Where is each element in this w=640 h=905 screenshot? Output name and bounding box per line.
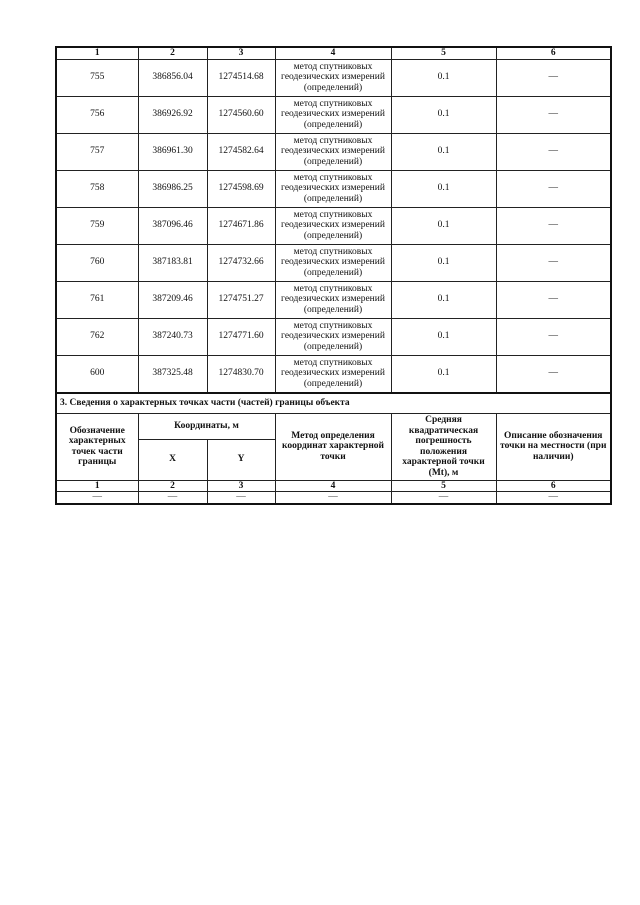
table-row — [56, 318, 611, 355]
method-line: (определений) — [303, 341, 363, 352]
column-numbers-row — [56, 47, 611, 59]
method-cell — [275, 244, 391, 281]
coord-x-cell: 387240.73 — [138, 318, 207, 355]
method-cell — [275, 318, 391, 355]
accuracy-cell: 0.1 — [391, 170, 496, 207]
method-line: геодезических измерений — [281, 72, 385, 83]
table-row — [56, 133, 611, 170]
header-method: Метод определения координат характерной точки — [275, 413, 391, 480]
description-cell: — — [496, 133, 611, 170]
empty-cell: — — [56, 492, 138, 504]
method-line: геодезических измерений — [281, 257, 385, 268]
column-number: 5 — [391, 47, 496, 59]
accuracy-cell: 0.1 — [391, 355, 496, 393]
method-line: (определений) — [303, 119, 363, 130]
method-line: (определений) — [303, 304, 363, 315]
column-number: 2 — [138, 47, 207, 59]
header-accuracy: Средняя квадратическая погрешность положения характерной точки (Mt), м — [391, 413, 496, 480]
table-row — [56, 170, 611, 207]
empty-cell: — — [138, 492, 207, 504]
point-id-cell: 600 — [56, 355, 138, 393]
empty-cell: — — [207, 492, 275, 504]
method-line: метод спутниковых — [293, 98, 373, 109]
method-line: (определений) — [303, 230, 363, 241]
section-title: 3. Сведения о характерных точках части (частей) границы объекта — [56, 393, 611, 414]
method-line: геодезических измерений — [281, 294, 385, 305]
method-line: геодезических измерений — [281, 109, 385, 120]
point-id-cell: 758 — [56, 170, 138, 207]
section-3-column-numbers-row — [56, 480, 611, 492]
column-number: 4 — [275, 47, 391, 59]
coord-y-cell: 1274598.69 — [207, 170, 275, 207]
method-line: метод спутниковых — [293, 209, 373, 220]
coord-x-cell: 386986.25 — [138, 170, 207, 207]
point-id-cell: 760 — [56, 244, 138, 281]
method-line: метод спутниковых — [293, 320, 373, 331]
method-line: (определений) — [303, 156, 363, 167]
column-number: 1 — [56, 47, 138, 59]
column-number: 6 — [496, 47, 611, 59]
coord-y-cell: 1274830.70 — [207, 355, 275, 393]
method-line: геодезических измерений — [281, 146, 385, 157]
method-line: геодезических измерений — [281, 183, 385, 194]
coord-x-cell: 386926.92 — [138, 96, 207, 133]
method-line: (определений) — [303, 378, 363, 389]
column-number: 4 — [275, 480, 391, 492]
accuracy-cell: 0.1 — [391, 133, 496, 170]
coord-x-cell: 386961.30 — [138, 133, 207, 170]
point-id-cell: 755 — [56, 59, 138, 96]
column-number: 3 — [207, 47, 275, 59]
description-cell: — — [496, 244, 611, 281]
header-x: X — [138, 439, 207, 480]
point-id-cell: 759 — [56, 207, 138, 244]
table-row — [56, 96, 611, 133]
coord-y-cell: 1274751.27 — [207, 281, 275, 318]
method-line: геодезических измерений — [281, 331, 385, 342]
method-line: метод спутниковых — [293, 283, 373, 294]
boundary-points-table — [55, 46, 612, 505]
coord-x-cell: 387325.48 — [138, 355, 207, 393]
description-cell: — — [496, 207, 611, 244]
column-number: 2 — [138, 480, 207, 492]
empty-cell: — — [496, 492, 611, 504]
section-3-empty-row — [56, 492, 611, 504]
method-cell — [275, 133, 391, 170]
accuracy-cell: 0.1 — [391, 96, 496, 133]
coord-x-cell: 387096.46 — [138, 207, 207, 244]
header-description: Описание обозначения точки на местности (при наличии) — [496, 413, 611, 480]
description-cell: — — [496, 59, 611, 96]
method-cell — [275, 96, 391, 133]
point-id-cell: 761 — [56, 281, 138, 318]
point-id-cell: 756 — [56, 96, 138, 133]
method-cell — [275, 207, 391, 244]
header-y: Y — [207, 439, 275, 480]
column-number: 6 — [496, 480, 611, 492]
description-cell: — — [496, 355, 611, 393]
coord-y-cell: 1274582.64 — [207, 133, 275, 170]
coord-y-cell: 1274771.60 — [207, 318, 275, 355]
method-line: метод спутниковых — [293, 246, 373, 257]
method-line: метод спутниковых — [293, 135, 373, 146]
table-row — [56, 281, 611, 318]
point-id-cell: 757 — [56, 133, 138, 170]
header-coordinates: Координаты, м — [138, 413, 275, 439]
accuracy-cell: 0.1 — [391, 281, 496, 318]
coord-y-cell: 1274732.66 — [207, 244, 275, 281]
point-id-cell: 762 — [56, 318, 138, 355]
method-cell — [275, 355, 391, 393]
table-row — [56, 244, 611, 281]
method-line: метод спутниковых — [293, 172, 373, 183]
accuracy-cell: 0.1 — [391, 207, 496, 244]
table-row — [56, 207, 611, 244]
description-cell: — — [496, 170, 611, 207]
table-row — [56, 59, 611, 96]
accuracy-cell: 0.1 — [391, 318, 496, 355]
method-line: (определений) — [303, 267, 363, 278]
coord-x-cell: 387183.81 — [138, 244, 207, 281]
accuracy-cell: 0.1 — [391, 59, 496, 96]
column-number: 3 — [207, 480, 275, 492]
coord-y-cell: 1274514.68 — [207, 59, 275, 96]
description-cell: — — [496, 318, 611, 355]
method-line: геодезических измерений — [281, 220, 385, 231]
method-line: (определений) — [303, 193, 363, 204]
method-cell — [275, 170, 391, 207]
column-number: 1 — [56, 480, 138, 492]
accuracy-cell: 0.1 — [391, 244, 496, 281]
coord-y-cell: 1274560.60 — [207, 96, 275, 133]
method-cell — [275, 281, 391, 318]
method-line: (определений) — [303, 82, 363, 93]
table-row — [56, 355, 611, 393]
method-line: метод спутниковых — [293, 61, 373, 72]
section-3-title-row — [56, 393, 611, 414]
description-cell: — — [496, 96, 611, 133]
coord-x-cell: 386856.04 — [138, 59, 207, 96]
empty-cell: — — [391, 492, 496, 504]
coord-x-cell: 387209.46 — [138, 281, 207, 318]
method-line: метод спутниковых — [293, 357, 373, 368]
section-3-header-row — [56, 413, 611, 439]
coord-y-cell: 1274671.86 — [207, 207, 275, 244]
description-cell: — — [496, 281, 611, 318]
column-number: 5 — [391, 480, 496, 492]
header-point: Обозначение характерных точек части границы — [56, 413, 138, 480]
empty-cell: — — [275, 492, 391, 504]
method-line: геодезических измерений — [281, 368, 385, 379]
method-cell — [275, 59, 391, 96]
